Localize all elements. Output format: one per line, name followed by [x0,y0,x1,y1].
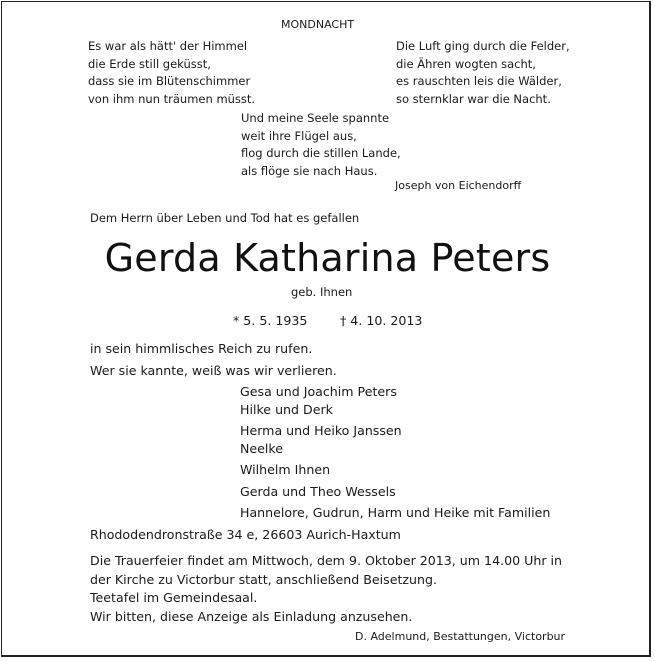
mourner: Gerda und Theo Wessels [240,483,396,499]
funeral-line: Wir bitten, diese Anzeige als Einladung anzusehen. [90,608,413,624]
poem-line: Und meine Seele spannte [241,111,390,125]
poem-line: die Ähren wogten sacht, [396,56,536,71]
poem-stanza-2 [396,38,570,108]
poem-line: dass sie im Blütenschimmer [88,74,251,88]
mourner: Neelke [240,440,284,456]
mourner: Gesa und Joachim Peters [240,384,397,399]
poem-title: MONDNACHT [281,18,355,31]
deceased-name: Gerda Katharina Peters [104,236,551,280]
funeral-line: der Kirche zu Victorbur statt, anschließend Beisetzung. [90,571,437,587]
funeral-line: Teetafel im Gemeindesaal. [90,590,258,605]
text-line-2: Wer sie kannte, weiß was wir verlieren. [90,363,337,378]
birth-date: * 5. 5. 1935 [233,313,308,328]
text-line-1: in sein himmlisches Reich zu rufen. [90,341,313,356]
poem-line: als flöge sie nach Haus. [241,163,378,178]
mourner: Herma und Heiko Janssen [240,423,402,438]
funeral-info [90,552,562,626]
death-date: † 4. 10. 2013 [340,313,423,328]
undertaker: D. Adelmund, Bestattungen, Victorbur [355,630,566,643]
intro-text: Dem Herrn über Leben und Tod hat es gefallen [90,211,360,225]
poem-author: Joseph von Eichendorff [395,179,522,192]
poem-line: weit ihre Flügel aus, [241,128,357,143]
poem-line: so sternklar war die Nacht. [396,91,551,106]
poem-line: Es war als hätt' der Himmel [88,39,248,53]
poem-line: die Erde still geküsst, [88,56,211,71]
poem-stanza-3 [241,110,401,180]
address: Rhododendronstraße 34 e, 26603 Aurich-Haxtum [90,527,401,542]
maiden-name: geb. Ihnen [291,285,353,299]
poem-stanza-1 [88,38,255,108]
poem-line: Die Luft ging durch die Felder, [396,39,570,53]
poem-line: es rauschten leis die Wälder, [396,74,562,88]
poem-line: flog durch die stillen Lande, [241,146,401,160]
funeral-line: Die Trauerfeier findet am Mittwoch, dem 9. Oktober 2013, um 14.00 Uhr in [90,553,562,568]
mourner: Hannelore, Gudrun, Harm und Heike mit Familien [240,505,551,520]
mourner: Wilhelm Ihnen [240,462,331,477]
poem-line: von ihm nun träumen müsst. [88,91,256,106]
mourners-list [240,383,550,522]
mourner: Hilke und Derk [240,401,333,417]
